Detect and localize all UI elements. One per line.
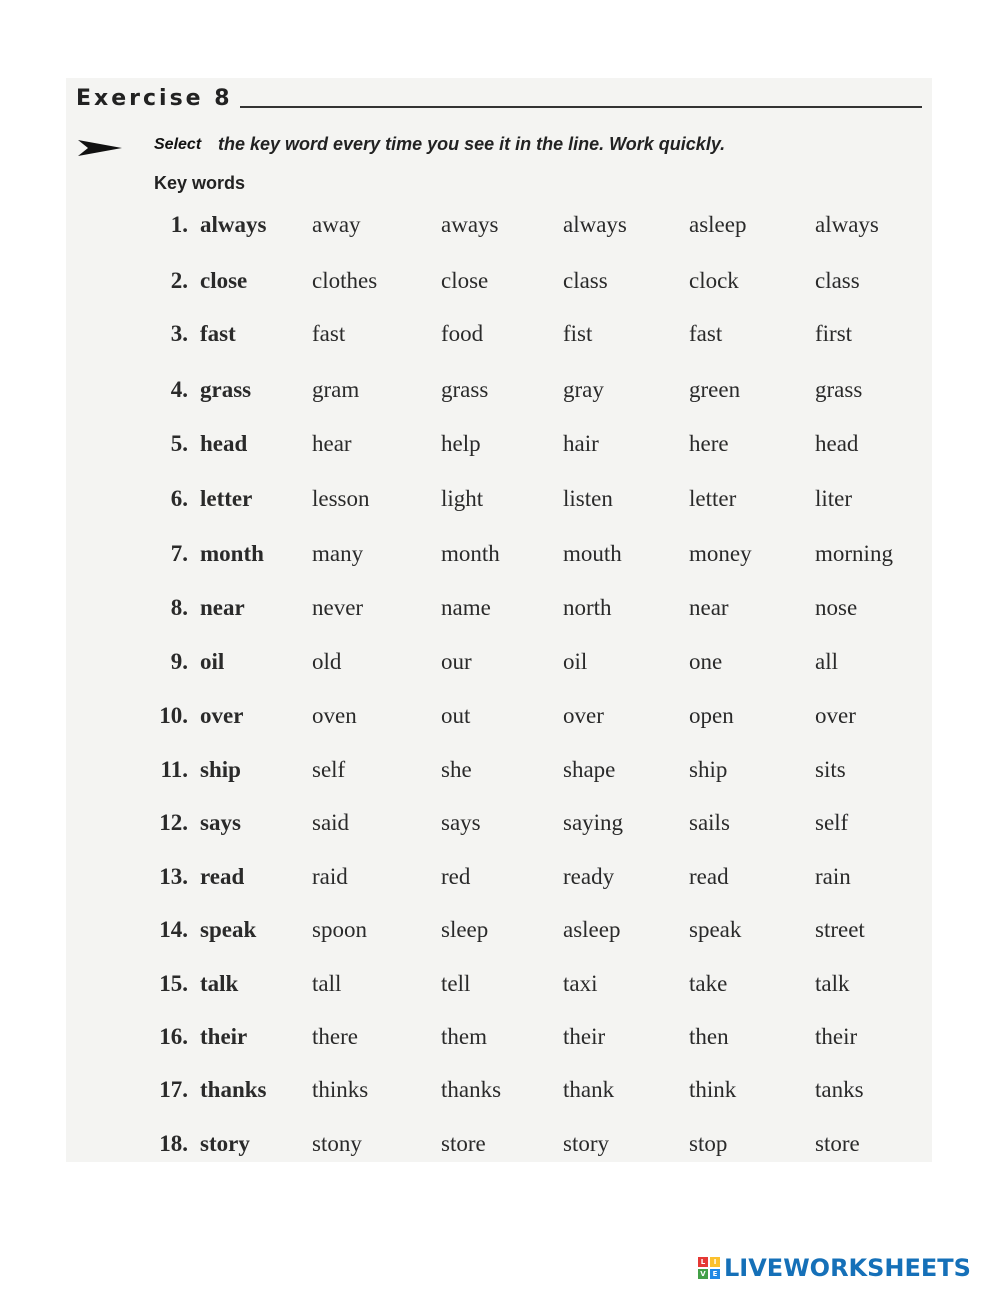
word-option[interactable]: sits bbox=[815, 757, 846, 782]
row-number: 10. bbox=[159, 703, 188, 728]
word-option[interactable]: never bbox=[312, 595, 364, 620]
key-word: month bbox=[200, 541, 264, 566]
word-option[interactable]: ship bbox=[689, 757, 728, 782]
key-word: always bbox=[200, 212, 267, 237]
word-option[interactable]: asleep bbox=[689, 212, 747, 237]
word-option[interactable]: name bbox=[441, 595, 491, 620]
row-number: 16. bbox=[159, 1024, 188, 1049]
word-option[interactable]: always bbox=[563, 212, 627, 237]
word-option[interactable]: green bbox=[689, 377, 741, 402]
key-word: oil bbox=[200, 649, 225, 674]
word-row-16 bbox=[0, 1024, 1000, 1054]
arrow-icon bbox=[78, 138, 122, 158]
key-word: over bbox=[200, 703, 244, 728]
key-word: read bbox=[200, 864, 245, 889]
row-number: 1. bbox=[170, 212, 188, 237]
row-number: 15. bbox=[159, 971, 188, 996]
word-option[interactable]: tanks bbox=[815, 1077, 864, 1102]
word-option[interactable]: open bbox=[689, 703, 734, 728]
row-number: 4. bbox=[170, 377, 188, 402]
word-row-3 bbox=[0, 321, 1000, 351]
word-row-4 bbox=[0, 377, 1000, 407]
row-number: 14. bbox=[159, 917, 188, 942]
word-option[interactable]: close bbox=[441, 268, 489, 293]
word-row-18 bbox=[0, 1131, 1000, 1161]
instruction-text: the key word every time you see it in the line. Work quickly. bbox=[218, 134, 726, 154]
word-option[interactable]: liter bbox=[815, 486, 853, 511]
key-word: thanks bbox=[200, 1077, 267, 1102]
word-option[interactable]: gray bbox=[563, 377, 604, 402]
word-option[interactable]: first bbox=[815, 321, 853, 346]
word-option[interactable]: gram bbox=[312, 377, 360, 402]
word-option[interactable]: letter bbox=[689, 486, 737, 511]
word-option[interactable]: store bbox=[815, 1131, 860, 1156]
word-option[interactable]: here bbox=[689, 431, 729, 456]
word-option[interactable]: tell bbox=[441, 971, 471, 996]
word-row-13 bbox=[0, 864, 1000, 894]
word-option[interactable]: nose bbox=[815, 595, 858, 620]
word-row-10 bbox=[0, 703, 1000, 733]
word-option[interactable]: always bbox=[815, 212, 879, 237]
select-label: Select bbox=[154, 136, 202, 153]
word-option[interactable]: think bbox=[689, 1077, 737, 1102]
word-option[interactable]: head bbox=[815, 431, 859, 456]
word-option[interactable]: clothes bbox=[312, 268, 378, 293]
word-option[interactable]: taxi bbox=[563, 971, 598, 996]
word-row-9 bbox=[0, 649, 1000, 679]
row-number: 6. bbox=[170, 486, 188, 511]
word-option[interactable]: shape bbox=[563, 757, 616, 782]
logo-tile-i: I bbox=[710, 1257, 720, 1267]
word-option[interactable]: take bbox=[689, 971, 728, 996]
word-option[interactable]: money bbox=[689, 541, 752, 566]
word-option[interactable]: read bbox=[689, 864, 729, 889]
word-option[interactable]: thanks bbox=[441, 1077, 502, 1102]
key-word: ship bbox=[200, 757, 241, 782]
word-option[interactable]: thinks bbox=[312, 1077, 369, 1102]
word-option[interactable]: over bbox=[563, 703, 604, 728]
word-option[interactable]: their bbox=[563, 1024, 606, 1049]
row-number: 13. bbox=[159, 864, 188, 889]
word-option[interactable]: near bbox=[689, 595, 729, 620]
word-row-14 bbox=[0, 917, 1000, 947]
exercise-title: Exercise 8 bbox=[76, 86, 233, 111]
row-number: 11. bbox=[160, 757, 188, 782]
row-number: 2. bbox=[170, 268, 188, 293]
key-word: fast bbox=[200, 321, 236, 346]
word-option[interactable]: street bbox=[815, 917, 865, 942]
word-option[interactable]: light bbox=[441, 486, 484, 511]
word-option[interactable]: their bbox=[815, 1024, 858, 1049]
key-word: speak bbox=[200, 917, 257, 942]
word-option[interactable]: fast bbox=[689, 321, 723, 346]
word-option[interactable]: clock bbox=[689, 268, 739, 293]
key-word: says bbox=[200, 810, 241, 835]
word-option[interactable]: listen bbox=[563, 486, 613, 511]
key-word: near bbox=[200, 595, 245, 620]
word-option[interactable]: class bbox=[563, 268, 608, 293]
word-row-5 bbox=[0, 431, 1000, 461]
word-row-6 bbox=[0, 486, 1000, 516]
row-number: 18. bbox=[159, 1131, 188, 1156]
row-number: 3. bbox=[170, 321, 188, 346]
word-option[interactable]: said bbox=[312, 810, 350, 835]
word-option[interactable]: out bbox=[441, 703, 471, 728]
word-option[interactable]: north bbox=[563, 595, 612, 620]
word-option[interactable]: morning bbox=[815, 541, 893, 566]
word-option[interactable]: ready bbox=[563, 864, 615, 889]
word-option[interactable]: rain bbox=[815, 864, 851, 889]
word-option[interactable]: food bbox=[441, 321, 484, 346]
row-number: 9. bbox=[170, 649, 188, 674]
key-word: close bbox=[200, 268, 248, 293]
word-option[interactable]: says bbox=[441, 810, 481, 835]
word-option[interactable]: fist bbox=[563, 321, 593, 346]
word-row-12 bbox=[0, 810, 1000, 840]
key-word: story bbox=[200, 1131, 250, 1156]
word-option[interactable]: old bbox=[312, 649, 342, 674]
row-number: 17. bbox=[159, 1077, 188, 1102]
word-option[interactable]: all bbox=[815, 649, 838, 674]
word-option[interactable]: talk bbox=[815, 971, 850, 996]
word-option[interactable]: story bbox=[563, 1131, 609, 1156]
key-word: letter bbox=[200, 486, 253, 511]
brand-name: LIVEWORKSHEETS bbox=[724, 1254, 971, 1282]
row-number: 5. bbox=[170, 431, 188, 456]
word-option[interactable]: store bbox=[441, 1131, 486, 1156]
word-option[interactable]: stop bbox=[689, 1131, 728, 1156]
key-words-heading: Key words bbox=[154, 173, 246, 193]
logo-tile-v: V bbox=[698, 1269, 708, 1279]
word-option[interactable]: one bbox=[689, 649, 723, 674]
word-option[interactable]: raid bbox=[312, 864, 348, 889]
word-row-15 bbox=[0, 971, 1000, 1001]
word-option[interactable]: speak bbox=[689, 917, 742, 942]
word-row-2 bbox=[0, 268, 1000, 298]
word-option[interactable]: grass bbox=[815, 377, 863, 402]
word-option[interactable]: there bbox=[312, 1024, 358, 1049]
word-option[interactable]: spoon bbox=[312, 917, 367, 942]
word-option[interactable]: many bbox=[312, 541, 364, 566]
word-option[interactable]: she bbox=[441, 757, 472, 782]
word-row-17 bbox=[0, 1077, 1000, 1107]
key-word: grass bbox=[200, 377, 252, 402]
logo-tile-l: L bbox=[698, 1257, 708, 1267]
word-option[interactable]: oil bbox=[563, 649, 588, 674]
logo-grid-icon bbox=[698, 1257, 720, 1279]
word-option[interactable]: grass bbox=[441, 377, 489, 402]
logo-tile-e: E bbox=[710, 1269, 720, 1279]
key-word: their bbox=[200, 1024, 248, 1049]
word-option[interactable]: hair bbox=[563, 431, 599, 456]
word-option[interactable]: aways bbox=[441, 212, 499, 237]
word-option[interactable]: tall bbox=[312, 971, 342, 996]
word-option[interactable]: them bbox=[441, 1024, 487, 1049]
word-row-1 bbox=[0, 212, 1000, 242]
word-option[interactable]: stony bbox=[312, 1131, 362, 1156]
word-option[interactable]: self bbox=[815, 810, 849, 835]
word-option[interactable]: sleep bbox=[441, 917, 489, 942]
word-option[interactable]: self bbox=[312, 757, 346, 782]
word-option[interactable]: away bbox=[312, 212, 361, 237]
word-option[interactable]: saying bbox=[563, 810, 624, 835]
word-option[interactable]: class bbox=[815, 268, 860, 293]
word-option[interactable]: then bbox=[689, 1024, 729, 1049]
word-row-7 bbox=[0, 541, 1000, 571]
word-row-8 bbox=[0, 595, 1000, 625]
word-option[interactable]: our bbox=[441, 649, 472, 674]
liveworksheets-logo bbox=[698, 1254, 971, 1282]
word-option[interactable]: help bbox=[441, 431, 481, 456]
word-option[interactable]: month bbox=[441, 541, 500, 566]
word-option[interactable]: hear bbox=[312, 431, 352, 456]
word-option[interactable]: thank bbox=[563, 1077, 615, 1102]
word-option[interactable]: mouth bbox=[563, 541, 622, 566]
word-option[interactable]: lesson bbox=[312, 486, 370, 511]
word-option[interactable]: over bbox=[815, 703, 856, 728]
word-option[interactable]: red bbox=[441, 864, 471, 889]
row-number: 8. bbox=[170, 595, 188, 620]
word-option[interactable]: asleep bbox=[563, 917, 621, 942]
row-number: 7. bbox=[170, 541, 188, 566]
title-rule bbox=[240, 106, 922, 108]
word-option[interactable]: oven bbox=[312, 703, 357, 728]
word-row-11 bbox=[0, 757, 1000, 787]
row-number: 12. bbox=[159, 810, 188, 835]
word-option[interactable]: sails bbox=[689, 810, 730, 835]
word-option[interactable]: fast bbox=[312, 321, 346, 346]
key-word: talk bbox=[200, 971, 239, 996]
key-word: head bbox=[200, 431, 248, 456]
